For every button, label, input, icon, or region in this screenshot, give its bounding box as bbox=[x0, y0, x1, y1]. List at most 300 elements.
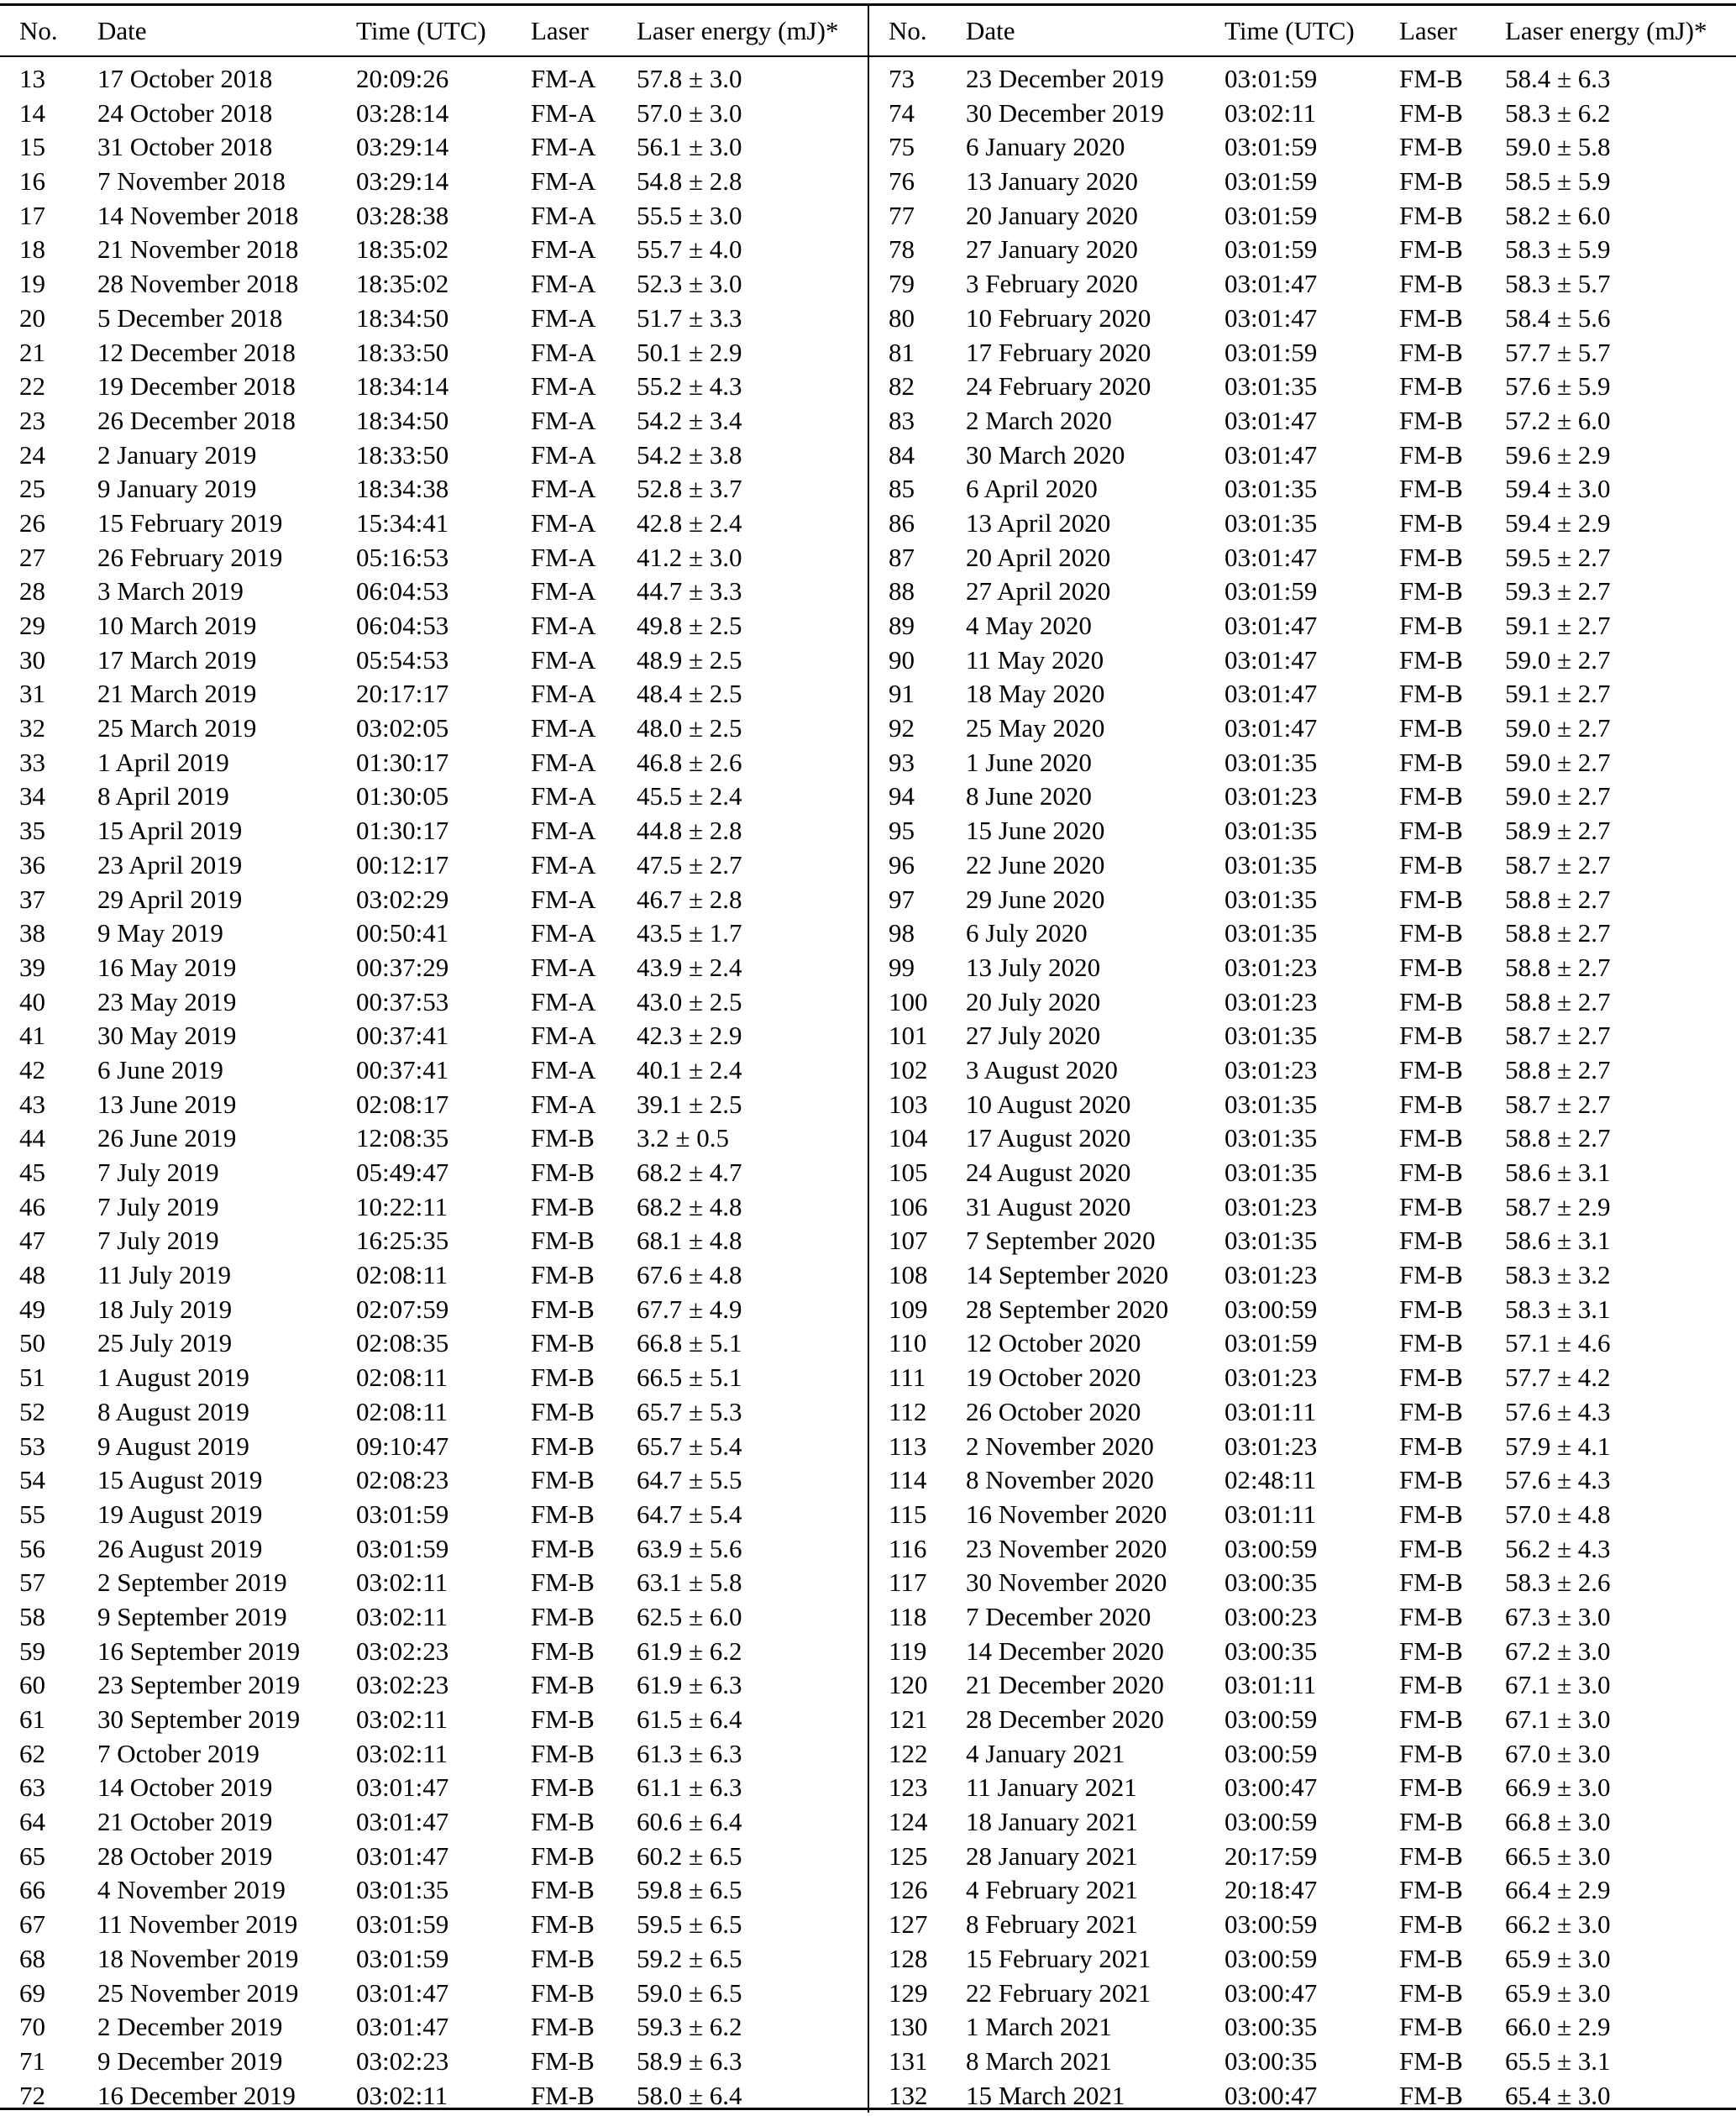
column-header-date: Date bbox=[966, 6, 1225, 56]
table-row bbox=[868, 1635, 1736, 1669]
cell-no: 60 bbox=[19, 1670, 45, 1700]
cell-time: 06:04:53 bbox=[356, 611, 449, 640]
cell-no: 128 bbox=[889, 1943, 928, 1973]
cell-date: 12 October 2020 bbox=[966, 1328, 1141, 1358]
table-row bbox=[868, 848, 1736, 883]
cell-energy: 60.6 ± 6.4 bbox=[637, 1807, 742, 1837]
cell-energy: 65.7 ± 5.4 bbox=[637, 1431, 742, 1461]
cell-energy: 43.0 ± 2.5 bbox=[637, 986, 742, 1016]
cell-energy: 59.1 ± 2.7 bbox=[1505, 679, 1611, 709]
table-row bbox=[0, 1532, 868, 1567]
cell-time: 02:08:23 bbox=[356, 1465, 449, 1495]
cell-energy: 67.2 ± 3.0 bbox=[1505, 1636, 1611, 1666]
table-row bbox=[0, 1053, 868, 1088]
cell-energy: 48.4 ± 2.5 bbox=[637, 679, 742, 709]
cell-energy: 48.9 ± 2.5 bbox=[637, 644, 742, 675]
table-row bbox=[0, 1463, 868, 1498]
cell-laser: FM-B bbox=[531, 1533, 595, 1563]
cell-time: 03:02:23 bbox=[356, 1636, 449, 1666]
header-row bbox=[868, 6, 1736, 56]
cell-time: 03:01:59 bbox=[356, 1499, 449, 1529]
cell-date: 15 February 2021 bbox=[966, 1943, 1151, 1973]
cell-date: 28 December 2020 bbox=[966, 1704, 1164, 1734]
cell-time: 03:01:23 bbox=[1225, 1260, 1318, 1290]
cell-laser: FM-B bbox=[531, 1499, 595, 1529]
cell-no: 52 bbox=[19, 1396, 45, 1426]
cell-date: 16 November 2020 bbox=[966, 1499, 1167, 1529]
table-row bbox=[0, 1121, 868, 1156]
header-row bbox=[0, 6, 868, 56]
cell-no: 111 bbox=[889, 1363, 926, 1393]
cell-time: 03:00:47 bbox=[1225, 1772, 1318, 1803]
cell-time: 03:01:23 bbox=[1225, 1431, 1318, 1461]
table-row bbox=[0, 848, 868, 883]
cell-laser: FM-A bbox=[531, 405, 596, 435]
table-row bbox=[868, 916, 1736, 951]
cell-date: 18 May 2020 bbox=[966, 679, 1105, 709]
cell-time: 03:01:11 bbox=[1225, 1670, 1317, 1700]
cell-time: 09:10:47 bbox=[356, 1431, 449, 1461]
cell-no: 40 bbox=[19, 986, 45, 1016]
cell-no: 101 bbox=[889, 1021, 928, 1051]
table-row bbox=[868, 97, 1736, 131]
cell-no: 64 bbox=[19, 1807, 45, 1837]
cell-time: 18:35:02 bbox=[356, 269, 449, 299]
cell-energy: 58.8 ± 2.7 bbox=[1505, 1123, 1611, 1153]
cell-date: 26 October 2020 bbox=[966, 1396, 1141, 1426]
cell-date: 2 September 2019 bbox=[97, 1567, 287, 1598]
table-row bbox=[868, 711, 1736, 746]
cell-date: 27 July 2020 bbox=[966, 1021, 1101, 1051]
cell-time: 03:02:29 bbox=[356, 884, 449, 914]
cell-laser: FM-A bbox=[531, 576, 596, 606]
table-row bbox=[868, 1019, 1736, 1053]
cell-laser: FM-A bbox=[531, 781, 596, 811]
cell-time: 03:01:59 bbox=[1225, 576, 1318, 606]
cell-time: 03:28:14 bbox=[356, 97, 449, 128]
cell-laser: FM-B bbox=[1399, 611, 1463, 640]
cell-date: 9 September 2019 bbox=[97, 1601, 287, 1631]
cell-laser: FM-B bbox=[1399, 405, 1463, 435]
table-row bbox=[868, 1156, 1736, 1190]
table-row bbox=[868, 1053, 1736, 1088]
cell-date: 23 May 2019 bbox=[97, 986, 237, 1016]
cell-date: 4 January 2021 bbox=[966, 1738, 1125, 1768]
cell-energy: 65.7 ± 5.3 bbox=[637, 1396, 742, 1426]
cell-laser: FM-A bbox=[531, 302, 596, 333]
table-row bbox=[868, 1121, 1736, 1156]
cell-no: 58 bbox=[19, 1601, 45, 1631]
cell-laser: FM-B bbox=[531, 1123, 595, 1153]
cell-laser: FM-A bbox=[531, 1021, 596, 1051]
table-row bbox=[868, 1463, 1736, 1498]
cell-energy: 59.0 ± 2.7 bbox=[1505, 713, 1611, 743]
cell-time: 03:01:35 bbox=[1225, 507, 1318, 538]
cell-date: 7 September 2020 bbox=[966, 1226, 1156, 1256]
cell-time: 03:02:11 bbox=[356, 2080, 448, 2110]
cell-energy: 58.3 ± 6.2 bbox=[1505, 97, 1611, 128]
cell-no: 102 bbox=[889, 1054, 928, 1084]
cell-laser: FM-B bbox=[1399, 1054, 1463, 1084]
cell-date: 13 January 2020 bbox=[966, 166, 1138, 197]
cell-no: 25 bbox=[19, 474, 45, 504]
cell-energy: 46.7 ± 2.8 bbox=[637, 884, 742, 914]
cell-time: 03:00:23 bbox=[1225, 1601, 1318, 1631]
cell-time: 03:00:59 bbox=[1225, 1533, 1318, 1563]
cell-laser: FM-B bbox=[1399, 781, 1463, 811]
cell-no: 20 bbox=[19, 302, 45, 333]
cell-laser: FM-B bbox=[1399, 200, 1463, 230]
cell-no: 38 bbox=[19, 918, 45, 948]
cell-date: 5 December 2018 bbox=[97, 302, 283, 333]
table-row bbox=[868, 951, 1736, 985]
cell-date: 28 January 2021 bbox=[966, 1840, 1138, 1871]
cell-laser: FM-B bbox=[1399, 166, 1463, 197]
cell-energy: 57.6 ± 4.3 bbox=[1505, 1465, 1611, 1495]
cell-time: 12:08:35 bbox=[356, 1123, 449, 1153]
cell-time: 01:30:17 bbox=[356, 816, 449, 846]
cell-laser: FM-A bbox=[531, 1089, 596, 1119]
table-right-half bbox=[868, 6, 1736, 2113]
table-row bbox=[0, 472, 868, 507]
cell-no: 19 bbox=[19, 269, 45, 299]
cell-date: 16 December 2019 bbox=[97, 2080, 296, 2110]
cell-energy: 61.5 ± 6.4 bbox=[637, 1704, 742, 1734]
cell-time: 03:02:05 bbox=[356, 713, 449, 743]
cell-time: 02:08:35 bbox=[356, 1328, 449, 1358]
cell-time: 03:01:59 bbox=[356, 1909, 449, 1940]
cell-no: 79 bbox=[889, 269, 915, 299]
cell-laser: FM-B bbox=[1399, 1567, 1463, 1598]
table-row bbox=[0, 985, 868, 1020]
table-row bbox=[0, 1326, 868, 1361]
cell-no: 122 bbox=[889, 1738, 928, 1768]
cell-no: 114 bbox=[889, 1465, 927, 1495]
cell-time: 18:33:50 bbox=[356, 337, 449, 367]
cell-no: 26 bbox=[19, 507, 45, 538]
cell-energy: 52.3 ± 3.0 bbox=[637, 269, 742, 299]
cell-no: 83 bbox=[889, 405, 915, 435]
cell-no: 80 bbox=[889, 302, 915, 333]
cell-date: 26 December 2018 bbox=[97, 405, 296, 435]
cell-date: 31 August 2020 bbox=[966, 1191, 1131, 1221]
cell-no: 129 bbox=[889, 1977, 928, 2008]
cell-no: 41 bbox=[19, 1021, 45, 1051]
cell-date: 29 April 2019 bbox=[97, 884, 243, 914]
cell-laser: FM-B bbox=[1399, 1601, 1463, 1631]
cell-no: 112 bbox=[889, 1396, 927, 1426]
cell-time: 03:00:59 bbox=[1225, 1943, 1318, 1973]
cell-no: 56 bbox=[19, 1533, 45, 1563]
cell-date: 18 January 2021 bbox=[966, 1807, 1138, 1837]
cell-laser: FM-B bbox=[1399, 1123, 1463, 1153]
cell-laser: FM-B bbox=[531, 2080, 595, 2110]
table-row bbox=[868, 677, 1736, 711]
cell-time: 02:08:17 bbox=[356, 1089, 449, 1119]
cell-energy: 59.6 ± 2.9 bbox=[1505, 439, 1611, 470]
column-header-no: No. bbox=[868, 6, 966, 56]
table-row bbox=[0, 1873, 868, 1908]
cell-no: 42 bbox=[19, 1054, 45, 1084]
cell-date: 24 October 2018 bbox=[97, 97, 273, 128]
cell-no: 91 bbox=[889, 679, 915, 709]
cell-laser: FM-B bbox=[1399, 952, 1463, 982]
cell-no: 70 bbox=[19, 2012, 45, 2042]
cell-energy: 61.9 ± 6.2 bbox=[637, 1636, 742, 1666]
table-row bbox=[0, 404, 868, 438]
cell-time: 02:48:11 bbox=[1225, 1465, 1317, 1495]
cell-time: 03:01:47 bbox=[356, 2012, 449, 2042]
cell-energy: 67.7 ± 4.9 bbox=[637, 1294, 742, 1324]
cell-time: 03:01:59 bbox=[1225, 234, 1318, 265]
cell-no: 24 bbox=[19, 439, 45, 470]
cell-energy: 57.7 ± 4.2 bbox=[1505, 1363, 1611, 1393]
table-row bbox=[0, 165, 868, 199]
cell-energy: 56.2 ± 4.3 bbox=[1505, 1533, 1611, 1563]
table-row bbox=[0, 199, 868, 234]
cell-no: 93 bbox=[889, 747, 915, 777]
cell-time: 01:30:05 bbox=[356, 781, 449, 811]
cell-laser: FM-B bbox=[531, 1431, 595, 1461]
cell-energy: 65.9 ± 3.0 bbox=[1505, 1943, 1611, 1973]
cell-date: 18 November 2019 bbox=[97, 1943, 299, 1973]
cell-time: 03:01:59 bbox=[1225, 64, 1318, 93]
cell-laser: FM-B bbox=[1399, 1772, 1463, 1803]
cell-time: 03:02:23 bbox=[356, 1670, 449, 1700]
cell-energy: 58.8 ± 2.7 bbox=[1505, 952, 1611, 982]
cell-date: 2 March 2020 bbox=[966, 405, 1112, 435]
cell-date: 19 October 2020 bbox=[966, 1363, 1141, 1393]
cell-time: 20:17:59 bbox=[1225, 1840, 1318, 1871]
table-row bbox=[868, 370, 1736, 404]
cell-laser: FM-B bbox=[531, 1601, 595, 1631]
cell-no: 30 bbox=[19, 644, 45, 675]
cell-date: 28 October 2019 bbox=[97, 1840, 273, 1871]
cell-time: 18:33:50 bbox=[356, 439, 449, 470]
cell-date: 14 September 2020 bbox=[966, 1260, 1169, 1290]
cell-energy: 3.2 ± 0.5 bbox=[637, 1123, 730, 1153]
cell-energy: 54.8 ± 2.8 bbox=[637, 166, 742, 197]
cell-no: 110 bbox=[889, 1328, 927, 1358]
cell-no: 131 bbox=[889, 2045, 928, 2076]
cell-laser: FM-A bbox=[531, 97, 596, 128]
cell-energy: 58.4 ± 5.6 bbox=[1505, 302, 1611, 333]
cell-laser: FM-B bbox=[1399, 816, 1463, 846]
cell-time: 03:01:47 bbox=[1225, 713, 1318, 743]
table-row bbox=[868, 1737, 1736, 1772]
column-header-no: No. bbox=[0, 6, 97, 56]
table-row bbox=[0, 1156, 868, 1190]
cell-laser: FM-B bbox=[531, 1670, 595, 1700]
cell-time: 03:01:47 bbox=[356, 1840, 449, 1871]
cell-date: 18 July 2019 bbox=[97, 1294, 233, 1324]
cell-laser: FM-A bbox=[531, 439, 596, 470]
cell-date: 20 July 2020 bbox=[966, 986, 1101, 1016]
column-header-time: Time (UTC) bbox=[1225, 6, 1399, 56]
cell-no: 115 bbox=[889, 1499, 927, 1529]
cell-time: 03:01:35 bbox=[1225, 747, 1318, 777]
cell-no: 69 bbox=[19, 1977, 45, 2008]
cell-time: 03:00:59 bbox=[1225, 1294, 1318, 1324]
cell-energy: 59.3 ± 2.7 bbox=[1505, 576, 1611, 606]
table-row bbox=[868, 1566, 1736, 1600]
table-row bbox=[0, 1019, 868, 1053]
cell-energy: 58.7 ± 2.7 bbox=[1505, 1021, 1611, 1051]
cell-date: 15 April 2019 bbox=[97, 816, 243, 846]
cell-date: 25 July 2019 bbox=[97, 1328, 233, 1358]
cell-energy: 59.0 ± 5.8 bbox=[1505, 132, 1611, 162]
cell-time: 03:01:59 bbox=[356, 1533, 449, 1563]
cell-energy: 59.1 ± 2.7 bbox=[1505, 611, 1611, 640]
cell-energy: 57.7 ± 5.7 bbox=[1505, 337, 1611, 367]
cell-time: 20:09:26 bbox=[356, 64, 449, 93]
cell-no: 120 bbox=[889, 1670, 928, 1700]
cell-time: 03:29:14 bbox=[356, 166, 449, 197]
cell-laser: FM-B bbox=[1399, 269, 1463, 299]
cell-no: 31 bbox=[19, 679, 45, 709]
cell-energy: 58.8 ± 2.7 bbox=[1505, 884, 1611, 914]
cell-laser: FM-B bbox=[1399, 1909, 1463, 1940]
cell-laser: FM-B bbox=[531, 1704, 595, 1734]
cell-laser: FM-A bbox=[531, 269, 596, 299]
cell-date: 24 August 2020 bbox=[966, 1158, 1131, 1187]
table-row bbox=[0, 883, 868, 917]
cell-no: 39 bbox=[19, 952, 45, 982]
cell-no: 74 bbox=[889, 97, 915, 128]
table-row bbox=[868, 1977, 1736, 2011]
cell-energy: 59.0 ± 2.7 bbox=[1505, 781, 1611, 811]
cell-no: 118 bbox=[889, 1601, 927, 1631]
cell-time: 03:01:23 bbox=[1225, 1054, 1318, 1084]
table-row bbox=[868, 1361, 1736, 1395]
cell-laser: FM-A bbox=[531, 337, 596, 367]
cell-laser: FM-B bbox=[1399, 234, 1463, 265]
cell-time: 03:01:47 bbox=[1225, 679, 1318, 709]
cell-time: 03:01:35 bbox=[1225, 1021, 1318, 1051]
table-row bbox=[0, 507, 868, 541]
cell-energy: 39.1 ± 2.5 bbox=[637, 1089, 742, 1119]
table-row bbox=[0, 438, 868, 473]
cell-time: 03:01:11 bbox=[1225, 1499, 1317, 1529]
cell-energy: 65.5 ± 3.1 bbox=[1505, 2045, 1611, 2076]
cell-energy: 57.9 ± 4.1 bbox=[1505, 1431, 1611, 1461]
cell-time: 03:01:35 bbox=[1225, 371, 1318, 402]
cell-no: 127 bbox=[889, 1909, 928, 1940]
cell-no: 123 bbox=[889, 1772, 928, 1803]
cell-time: 05:16:53 bbox=[356, 542, 449, 572]
cell-time: 03:01:35 bbox=[1225, 884, 1318, 914]
cell-laser: FM-B bbox=[1399, 132, 1463, 162]
cell-energy: 61.1 ± 6.3 bbox=[637, 1772, 742, 1803]
cell-no: 55 bbox=[19, 1499, 45, 1529]
cell-energy: 55.2 ± 4.3 bbox=[637, 371, 742, 402]
cell-date: 23 November 2020 bbox=[966, 1533, 1167, 1563]
table-row bbox=[0, 1703, 868, 1737]
cell-no: 51 bbox=[19, 1363, 45, 1393]
cell-time: 18:34:14 bbox=[356, 371, 449, 402]
cell-no: 107 bbox=[889, 1226, 928, 1256]
table-row bbox=[0, 267, 868, 302]
cell-energy: 58.2 ± 6.0 bbox=[1505, 200, 1611, 230]
cell-no: 90 bbox=[889, 644, 915, 675]
table-row bbox=[868, 2010, 1736, 2045]
column-header-date: Date bbox=[97, 6, 356, 56]
table-row bbox=[868, 1326, 1736, 1361]
cell-date: 6 July 2020 bbox=[966, 918, 1088, 948]
cell-date: 1 April 2019 bbox=[97, 747, 229, 777]
cell-laser: FM-B bbox=[1399, 1704, 1463, 1734]
cell-no: 15 bbox=[19, 132, 45, 162]
cell-date: 19 August 2019 bbox=[97, 1499, 263, 1529]
table-row bbox=[868, 1224, 1736, 1258]
cell-energy: 57.2 ± 6.0 bbox=[1505, 405, 1611, 435]
cell-energy: 62.5 ± 6.0 bbox=[637, 1601, 742, 1631]
cell-energy: 58.3 ± 2.6 bbox=[1505, 1567, 1611, 1598]
cell-energy: 58.3 ± 5.9 bbox=[1505, 234, 1611, 265]
cell-energy: 63.9 ± 5.6 bbox=[637, 1533, 742, 1563]
table-row bbox=[0, 609, 868, 643]
cell-time: 03:01:47 bbox=[1225, 439, 1318, 470]
cell-no: 33 bbox=[19, 747, 45, 777]
cell-no: 50 bbox=[19, 1328, 45, 1358]
cell-time: 03:01:35 bbox=[1225, 816, 1318, 846]
cell-time: 03:02:23 bbox=[356, 2045, 449, 2076]
cell-no: 53 bbox=[19, 1431, 45, 1461]
cell-energy: 58.7 ± 2.7 bbox=[1505, 1089, 1611, 1119]
cell-no: 48 bbox=[19, 1260, 45, 1290]
table-header-right bbox=[868, 6, 1736, 56]
cell-date: 20 January 2020 bbox=[966, 200, 1138, 230]
cell-no: 73 bbox=[889, 64, 915, 93]
cell-no: 17 bbox=[19, 200, 45, 230]
cell-no: 82 bbox=[889, 371, 915, 402]
cell-energy: 55.5 ± 3.0 bbox=[637, 200, 742, 230]
cell-time: 03:00:35 bbox=[1225, 2012, 1318, 2042]
cell-laser: FM-B bbox=[1399, 1328, 1463, 1358]
cell-laser: FM-A bbox=[531, 507, 596, 538]
cell-laser: FM-A bbox=[531, 371, 596, 402]
table-row bbox=[868, 130, 1736, 165]
table-row bbox=[868, 165, 1736, 199]
cell-time: 20:18:47 bbox=[1225, 1875, 1318, 1905]
cell-no: 34 bbox=[19, 781, 45, 811]
cell-date: 16 September 2019 bbox=[97, 1636, 301, 1666]
cell-laser: FM-B bbox=[531, 1158, 595, 1187]
cell-laser: FM-B bbox=[531, 2045, 595, 2076]
table-row bbox=[868, 507, 1736, 541]
table-row bbox=[868, 1942, 1736, 1977]
table-row bbox=[868, 1532, 1736, 1567]
cell-laser: FM-B bbox=[531, 1567, 595, 1598]
cell-no: 37 bbox=[19, 884, 45, 914]
cell-time: 18:34:38 bbox=[356, 474, 449, 504]
cell-date: 15 June 2020 bbox=[966, 816, 1105, 846]
cell-no: 99 bbox=[889, 952, 915, 982]
cell-no: 85 bbox=[889, 474, 915, 504]
cell-energy: 58.3 ± 3.1 bbox=[1505, 1294, 1611, 1324]
cell-time: 03:02:11 bbox=[356, 1567, 448, 1598]
cell-time: 03:01:23 bbox=[1225, 952, 1318, 982]
cell-laser: FM-B bbox=[1399, 1670, 1463, 1700]
cell-energy: 57.1 ± 4.6 bbox=[1505, 1328, 1611, 1358]
cell-laser: FM-B bbox=[531, 1738, 595, 1768]
cell-laser: FM-B bbox=[1399, 1807, 1463, 1837]
cell-laser: FM-B bbox=[1399, 713, 1463, 743]
cell-no: 89 bbox=[889, 611, 915, 640]
cell-laser: FM-B bbox=[1399, 1943, 1463, 1973]
cell-time: 10:22:11 bbox=[356, 1191, 448, 1221]
table-row bbox=[0, 677, 868, 711]
